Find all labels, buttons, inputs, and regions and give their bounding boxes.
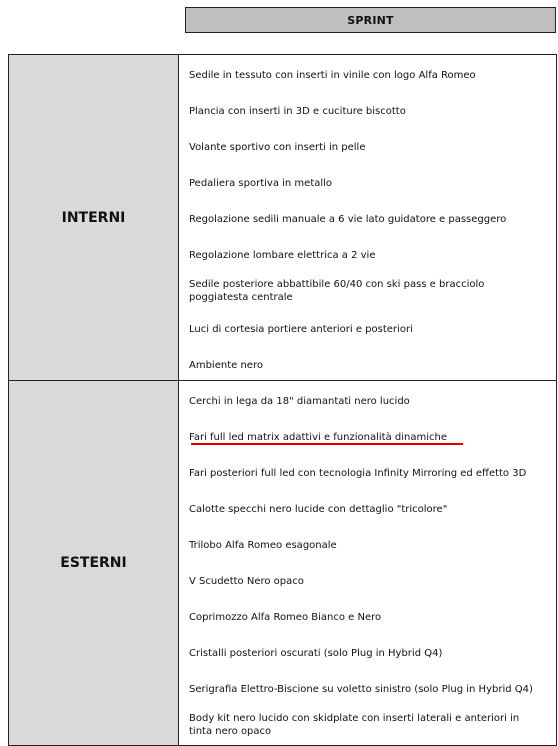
feature-item: Regolazione lombare elettrica a 2 vie [189, 249, 376, 261]
feature-item: Cristalli posteriori oscurati (solo Plug in Hybrid Q4) [189, 647, 443, 659]
trim-name: SPRINT [347, 13, 394, 27]
trim-header [185, 7, 556, 33]
feature-item: Serigrafia Elettro-Biscione su voletto sinistro (solo Plug in Hybrid Q4) [189, 683, 533, 695]
feature-item: Coprimozzo Alfa Romeo Bianco e Nero [189, 611, 382, 623]
feature-item: Sedile in tessuto con inserti in vinile con logo Alfa Romeo [189, 69, 476, 81]
feature-item: Ambiente nero [189, 359, 263, 371]
red-underline-annotation [191, 443, 463, 445]
section-interni [9, 55, 556, 381]
feature-item: Luci di cortesia portiere anteriori e posteriori [189, 323, 413, 335]
category-cell-esterni [9, 381, 179, 745]
feature-item: Body kit nero lucido con skidplate con inserti laterali e anteriori in tinta nero opaco [189, 713, 520, 737]
features-table [8, 54, 557, 746]
feature-item: Pedaliera sportiva in metallo [189, 177, 333, 189]
feature-item: Volante sportivo con inserti in pelle [189, 141, 366, 153]
feature-item-highlighted [189, 419, 540, 455]
feature-item: Cerchi in lega da 18" diamantati nero lucido [189, 395, 410, 407]
feature-item: V Scudetto Nero opaco [189, 575, 304, 587]
feature-item: Fari posteriori full led con tecnologia Infinity Mirroring ed effetto 3D [189, 467, 527, 479]
feature-item: Sedile posteriore abbattibile 60/40 con ski pass e bracciolo poggiatesta centrale [189, 279, 485, 303]
feature-list-interni [179, 55, 556, 380]
feature-item: Plancia con inserti in 3D e cuciture biscotto [189, 105, 406, 117]
feature-item: Calotte specchi nero lucide con dettaglio "tricolore" [189, 503, 448, 515]
category-label: ESTERNI [60, 555, 127, 571]
category-cell-interni [9, 55, 179, 380]
feature-item: Trilobo Alfa Romeo esagonale [189, 539, 337, 551]
feature-item: Regolazione sedili manuale a 6 vie lato guidatore e passeggero [189, 213, 507, 225]
feature-text: Fari full led matrix adattivi e funzionalità dinamiche [189, 431, 447, 443]
feature-list-esterni [179, 381, 556, 745]
category-label: INTERNI [61, 209, 126, 226]
section-esterni [9, 381, 556, 745]
